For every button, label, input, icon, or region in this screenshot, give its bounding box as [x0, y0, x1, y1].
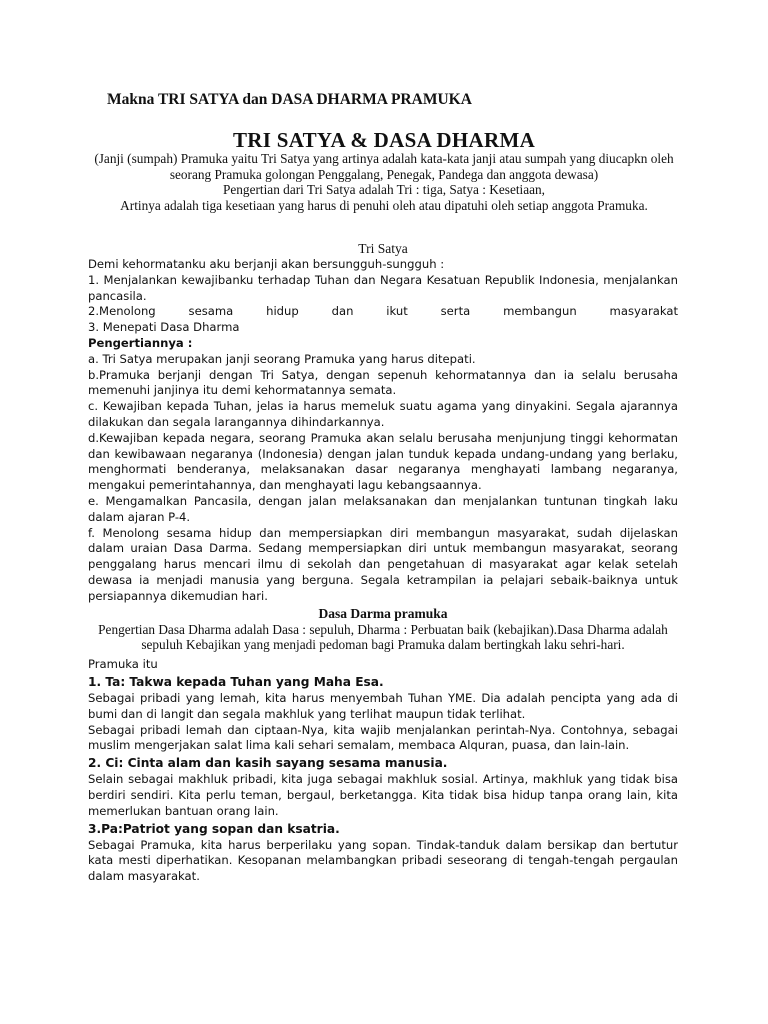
pengertian-item-e: e. Mengamalkan Pancasila, dengan jalan melaksanakan dan menjalankan tuntunan tingkah laku dalam ajaran P-4.: [88, 493, 678, 524]
intro-definition: Pengertian dari Tri Satya adalah Tri : tiga, Satya : Kesetiaan,: [222, 182, 546, 198]
pengertian-item-a: a. Tri Satya merupakan janji seorang Pramuka yang harus ditepati.: [88, 351, 476, 366]
point-2-paragraph: Selain sebagai makhluk pribadi, kita juga sebagai makhluk sosial. Artinya, makhluk yang tidak bisa berdiri sendiri. Kita perlu teman, bergaul, berketangga. Kita tidak bisa hidup tanpa orang lain, kita memerlukan bantuan orang lain.: [88, 772, 678, 818]
pengertian-item-f: f. Menolong sesama hidup dan mempersiapkan diri membangun masyarakat, sudah dijelaskan dalam uraian Dasa Darma. Sedang mempersiapkan diri untuk membangun masyarakat, seorang penggalang harus mencari ilmu di sekolah dan pengetahuan di masyarakat agar kelak setelah dewasa ia menjadi manusia yang berguna. Segala ketrampilan ia pelajari sebaik-baiknya untuk persiapannya dikemudian hari.: [88, 525, 678, 603]
intro-paragraph: (Janji (sumpah) Pramuka yaitu Tri Satya yang artinya adalah kata-kata janji atau sumpah yang diucapkn oleh seorang Pramuka golongan Penggalang, Penegak, Pandega dan anggota dewasa): [94, 151, 674, 182]
main-title: TRI SATYA & DASA DHARMA: [232, 128, 536, 152]
tri-satya-item-1: 1. Menjalankan kewajibanku terhadap Tuhan dan Negara Kesatuan Republik Indonesia, menjalankan pancasila.: [88, 272, 678, 303]
dasa-darma-heading: Dasa Darma pramuka: [318, 605, 448, 621]
point-1-paragraph: Sebagai pribadi yang lemah, kita harus menyembah Tuhan YME. Dia adalah pencipta yang ada di bumi dan di langit dan segala makhluk yang terlihat maupun tidak terlihat.: [88, 690, 678, 721]
tri-satya-item-2: 2.Menolong sesama hidup dan ikut serta membangun masyarakat: [88, 304, 678, 319]
point-3-paragraph: Sebagai Pramuka, kita harus berperilaku yang sopan. Tindak-tanduk dalam bersikap dan bertutur kata mesti diperhatikan. Kesopanan melambangkan pribadi seseorang di tengah-tengah pergaulan dalam masyarakat.: [88, 837, 678, 884]
pengertian-item-c: c. Kewajiban kepada Tuhan, jelas ia harus memeluk suatu agama yang dinyakini. Segala ajarannya dilakukan dan segala larangannya dihindarkannya.: [88, 399, 678, 429]
pengertian-item-b: b.Pramuka berjanji dengan Tri Satya, dengan sepenuh kehormatannya dan ia selalu berusaha memenuhi janjinya itu demi kehormatannya semata.: [88, 367, 678, 398]
pengertian-item-d: d.Kewajiban kepada negara, seorang Pramuka akan selalu berusaha menjunjung tinggi kehormatan dan kewibawaan negaranya (Indonesia) dengan jalan tunduk kepada undang-undang yang berlaku, menghormati benderanya, melaksanakan dasar negaranya menghayati lambang negaranya, mengakui pemerintahannya, dan menghayati lagu kebangsaannya.: [88, 430, 678, 493]
dasa-darma-lead: Pramuka itu: [88, 657, 158, 672]
intro-section: [86, 151, 682, 213]
tri-satya-heading: Tri Satya: [358, 241, 408, 256]
document-title: Makna TRI SATYA dan DASA DHARMA PRAMUKA: [107, 91, 472, 108]
tri-satya-item-3: 3. Menepati Dasa Dharma: [88, 320, 240, 335]
point-1-paragraph: Sebagai pribadi lemah dan ciptaan-Nya, kita wajib menjalankan perintah-Nya. Contohnya, sebagai muslim mengerjakan salat lima kali sehari semalam, membaca Alquran, puasa, dan lain-lain.: [88, 722, 678, 753]
document-body: [88, 240, 678, 885]
point-1-title: 1. Ta: Takwa kepada Tuhan yang Maha Esa.: [88, 674, 384, 689]
point-3-title: 3.Pa:Patriot yang sopan dan ksatria.: [88, 821, 340, 836]
dasa-darma-definition: Pengertian Dasa Dharma adalah Dasa : sepuluh, Dharma : Perbuatan baik (kebajikan).Dasa Dharma adalah sepuluh Kebajikan yang menjadi pedoman bagi Pramuka dalam bertingkah laku sehri-hari.: [98, 621, 668, 653]
pengertian-label: Pengertiannya :: [88, 335, 193, 350]
point-2-title: 2. Ci: Cinta alam dan kasih sayang sesama manusia.: [88, 756, 448, 771]
intro-meaning: Artinya adalah tiga kesetiaan yang harus di penuhi oleh atau dipatuhi oleh setiap anggota Pramuka.: [120, 197, 648, 213]
tri-satya-opening: Demi kehormatanku aku berjanji akan bersungguh-sungguh :: [88, 257, 445, 271]
